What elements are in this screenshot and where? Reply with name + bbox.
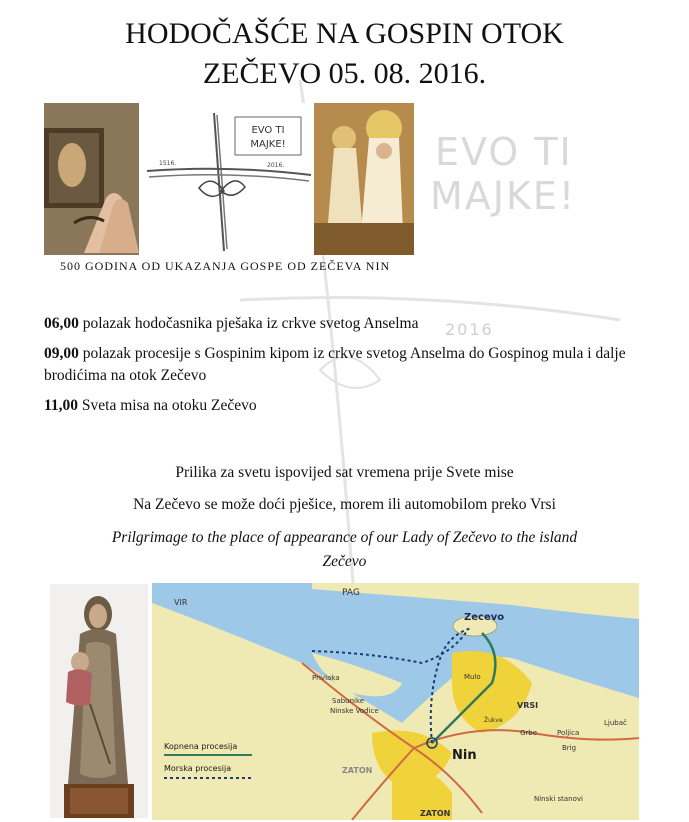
schedule-item — [44, 313, 664, 335]
map-label-vrsi: VRSI — [517, 701, 539, 710]
logo-text-line-1: EVO TI — [251, 125, 285, 136]
logo-year-right: 2016. — [267, 162, 285, 169]
banner-caption: 500 GODINA OD UKAZANJA GOSPE OD ZEČEVA NIN — [60, 259, 391, 273]
madonna-statue-photo — [314, 103, 414, 255]
schedule-text: polazak hodočasnika pješaka iz crkve svetog Anselma — [78, 315, 419, 332]
map-label-nin: Nin — [452, 748, 477, 763]
map-label-privlaka: Privlaka — [312, 674, 340, 682]
schedule-item — [44, 343, 664, 387]
jubilee-logo — [139, 103, 314, 255]
schedule-text: Sveta misa na otoku Zečevo — [78, 397, 257, 414]
map-label-pag: PAG — [342, 588, 360, 598]
map-label-zukve: Žukve — [484, 717, 503, 724]
map-label-ninske-vodice: Ninske Vodice — [330, 707, 379, 715]
map-label-vir: VIR — [174, 598, 188, 607]
watermark-line-2: MAJKE! — [430, 174, 577, 218]
schedule-time: 06,00 — [44, 315, 79, 332]
map-label-zaton: ZATON — [420, 809, 451, 818]
watermark-year: 2016 — [445, 320, 494, 339]
english-note-line-2: Zečevo — [322, 553, 367, 570]
madonna-wooden-statue-photo — [50, 584, 148, 818]
legend-land-label: Kopnena procesija — [164, 742, 238, 751]
map-label-sabunike: Sabunike — [332, 697, 365, 705]
route-map — [152, 583, 639, 820]
map-label-poljica: Poljica — [557, 729, 580, 737]
confession-note: Prilika za svetu ispovijed sat vremena prije Svete mise — [175, 464, 514, 481]
logo-text-line-2: MAJKE! — [250, 139, 286, 150]
map-label-ninski-stanovi: Ninski stanovi — [534, 795, 583, 803]
map-label-zecevo: Zecevo — [464, 612, 505, 623]
english-note-line-1: Prilgrimage to the place of appearance of our Lady of Zečevo to the island — [111, 529, 578, 546]
watermark-line-1: EVO TI — [435, 130, 573, 174]
map-label-ljubac: Ljubač — [604, 719, 627, 727]
map-label-grbe: Grbe — [520, 729, 538, 737]
schedule-time: 11,00 — [44, 397, 79, 414]
legend-sea-label: Morska procesija — [164, 764, 232, 773]
praying-hands-photo — [44, 103, 139, 255]
schedule-time: 09,00 — [44, 345, 79, 362]
page-title-line-1: HODOČAŠĆE NA GOSPIN OTOK — [125, 17, 564, 50]
page-title-line-2: ZEČEVO 05. 08. 2016. — [202, 57, 487, 90]
schedule-text: polazak procesije s Gospinim kipom iz crkve svetog Anselma do Gospinog mula i dalje brodićima na otok Zečevo — [44, 345, 626, 384]
map-label-zaton-upper: ZATON — [342, 766, 373, 775]
map-label-brig: Brig — [562, 744, 577, 752]
schedule-list — [44, 313, 664, 425]
access-note: Na Zečevo se može doći pješice, morem ili automobilom preko Vrsi — [133, 496, 556, 513]
logo-year-left: 1516. — [159, 160, 177, 167]
schedule-item — [44, 395, 664, 417]
anniversary-banner — [44, 103, 414, 255]
map-label-mulo: Mulo — [464, 673, 481, 681]
